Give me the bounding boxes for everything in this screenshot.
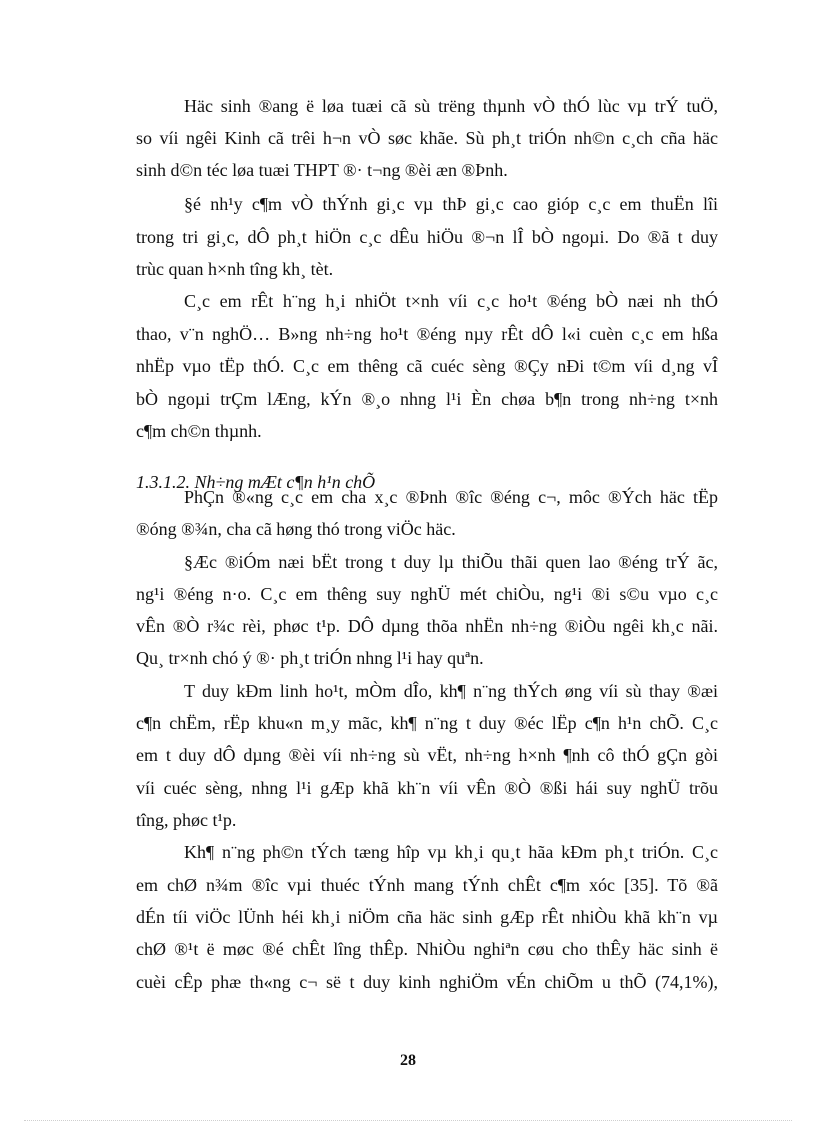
paragraph-6-line-1: T duy kÐm linh ho¹t, mÒm dÎo, kh¶ n¨ng thÝch øng víi sù thay ®æi [184,681,718,701]
paragraph-7-line-5: cuèi cÊp phæ th«ng c¬ së t duy kinh nghiÖm vÉn chiÕm u thÕ (74,1%), [136,972,718,992]
section-heading: 1.3.1.2. Nh÷ng mÆt c¶n h¹n chÕ [136,472,376,492]
paragraph-6-line-5: tîng, phøc t¹p. [136,810,237,830]
page-number: 28 [400,1052,416,1069]
paragraph-1-line-2: so víi ngêi Kinh cã trêi h¬n vÒ søc khãe. Sù ph¸t triÓn nh©n c¸ch cña häc [136,128,718,148]
paragraph-2-line-3: trùc quan h×nh tîng kh¸ tèt. [136,259,334,279]
paragraph-5-line-3: vÊn ®Ò r¾c rèi, phøc t¹p. DÔ dµng thõa nhËn nh÷ng ®iÒu ngêi kh¸c nãi. [136,616,718,636]
paragraph-6-line-4: víi cuéc sèng, nhng l¹i gÆp khã kh¨n víi vÊn ®Ò ®ßi hái suy nghÜ trõu [136,778,718,798]
paragraph-3-line-5: c¶m ch©n thµnh. [136,421,262,441]
paragraph-5-line-4: Qu¸ tr×nh chó ý ®· ph¸t triÓn nhng l¹i hay quªn. [136,648,484,668]
paragraph-7-line-1: Kh¶ n¨ng ph©n tÝch tæng hîp vµ kh¸i qu¸t hãa kÐm ph¸t triÓn. C¸c [184,842,718,862]
paragraph-1-line-1: Häc sinh ®ang ë løa tuæi cã sù trëng thµnh vÒ thÓ lùc vµ trÝ tuÖ, [184,96,718,116]
paragraph-5-line-1: §Æc ®iÓm næi bËt trong t duy lµ thiÕu thãi quen lao ®éng trÝ ãc, [184,552,718,572]
paragraph-5-line-2: ng¹i ®éng n·o. C¸c em thêng suy nghÜ mét chiÒu, ng¹i ®i s©u vµo c¸c [136,584,718,604]
paragraph-7-line-2: em chØ n¾m ®îc vµi thuéc tÝnh mang tÝnh chÊt c¶m xóc [35]. Tõ ®ã [136,875,718,895]
paragraph-2-line-2: trong tri gi¸c, dÔ ph¸t hiÖn c¸c dÊu hiÖu ®¬n lÎ bÒ ngoµi. Do ®ã t duy [136,227,718,247]
paragraph-7-line-4: chØ ®¹t ë møc ®é chÊt lîng thÊp. NhiÒu nghiªn cøu cho thÊy häc sinh ë [136,939,718,959]
paragraph-4-line-2: ®óng ®¾n, cha cã høng thó trong viÖc häc. [136,519,456,539]
paragraph-3-line-3: nhËp vµo tËp thÓ. C¸c em thêng cã cuéc sèng ®Çy nÐi t©m víi d¸ng vÎ [136,356,718,376]
page-bottom-divider [24,1120,792,1121]
paragraph-6-line-2: c¶n chËm, rËp khu«n m¸y mãc, kh¶ n¨ng t duy ®éc lËp c¶n h¹n chÕ. C¸c [136,713,718,733]
paragraph-6-line-3: em t duy dÔ dµng ®èi víi nh÷ng sù vËt, nh÷ng h×nh ¶nh cô thÓ gÇn gòi [136,745,718,765]
paragraph-2-line-1: §é nh¹y c¶m vÒ thÝnh gi¸c vµ thÞ gi¸c cao gióp c¸c em thuËn lîi [184,194,718,214]
paragraph-1-line-3: sinh d©n téc løa tuæi THPT ®· t¬ng ®èi æn ®Þnh. [136,160,508,180]
paragraph-7-line-3: dÉn tíi viÖc lÜnh héi kh¸i niÖm cña häc sinh gÆp rÊt nhiÒu khã kh¨n vµ [136,907,718,927]
paragraph-3-line-4: bÒ ngoµi trÇm lÆng, kÝn ®¸o nhng l¹i Èn chøa b¶n trong nh÷ng t×nh [136,389,718,409]
paragraph-3-line-1: C¸c em rÊt h¨ng h¸i nhiÖt t×nh víi c¸c ho¹t ®éng bÒ næi nh thÓ [184,291,718,311]
paragraph-3-line-2: thao, v¨n nghÖ… B»ng nh÷ng ho¹t ®éng nµy rÊt dÔ l«i cuèn c¸c em hßa [136,324,718,344]
paragraph-4-line-1: PhÇn ®«ng c¸c em cha x¸c ®Þnh ®îc ®éng c¬, môc ®Ých häc tËp [184,487,718,507]
